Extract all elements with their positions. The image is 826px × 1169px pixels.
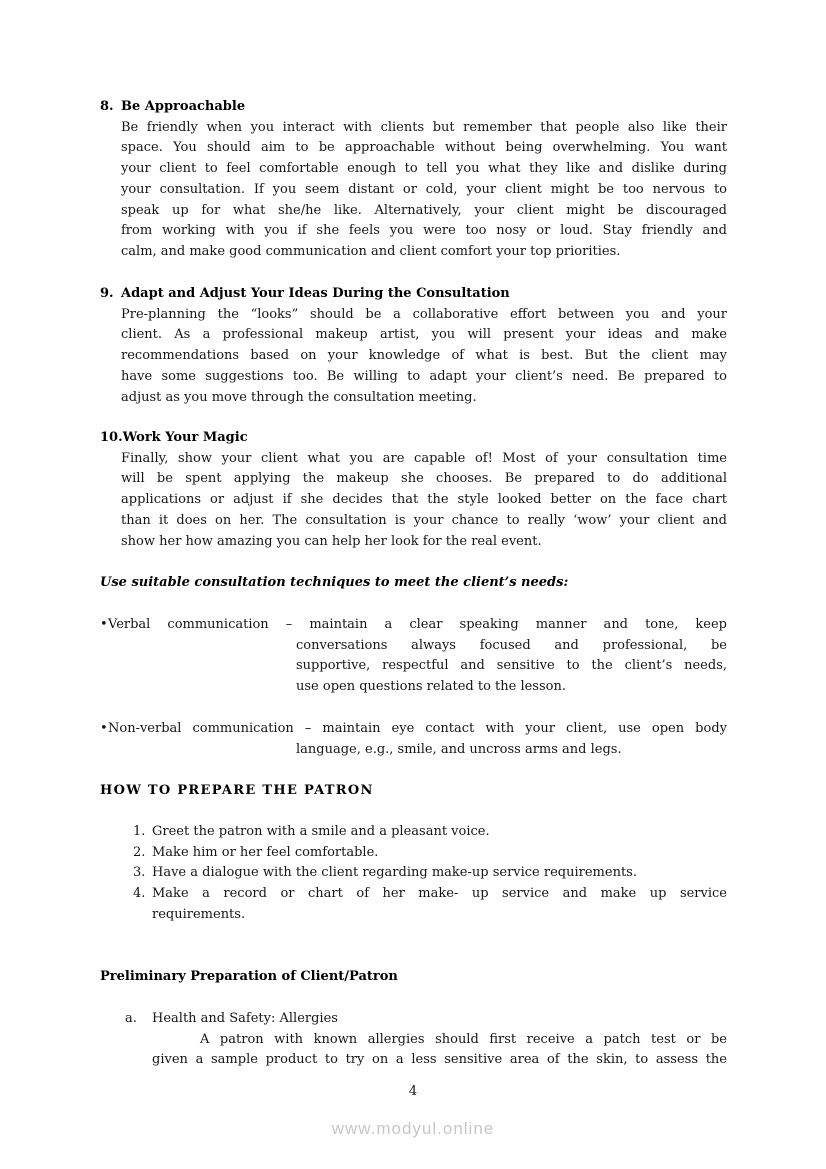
text-line: Non-verbal communication – maintain eye contact with your client, use open body [108,721,727,736]
text-line: A patron with known allergies should first receive a patch test or be [200,1031,727,1047]
text-line: speak up for what she/he like. Alternatively, your client might be discouraged [121,202,727,218]
text-line: Make a record or chart of her make- up service and make up service [152,886,727,902]
section-body [121,305,727,409]
how-to-list [133,822,727,926]
section-body [121,118,727,263]
text-line: than it does on her. The consultation is your chance to really ‘wow’ your client and [121,512,727,528]
list-item-text: Make him or her feel comfortable. [152,844,379,860]
bullet-verbal-communication [100,615,727,698]
text-line: have some suggestions too. Be willing to adapt your client’s need. Be prepared to [121,368,727,384]
bullet-icon: • [100,617,108,632]
preliminary-preparation-heading: Preliminary Preparation of Client/Patron [100,969,398,984]
bullet-non-verbal-communication [100,719,727,760]
text-line: your consultation. If you seem distant or cold, your client might be too nervous to [121,181,727,197]
text-line: supportive, respectful and sensitive to the client’s needs, [296,658,727,674]
list-item-text: Greet the patron with a smile and a pleasant voice. [152,824,490,839]
section-be-approachable [100,97,727,263]
text-line: given a sample product to try on a less sensitive area of the skin, to assess the [152,1052,727,1068]
text-line: language, e.g., smile, and uncross arms and legs. [296,741,622,757]
section-heading [100,428,727,449]
section-heading [100,97,727,118]
section-number: 10. [100,430,123,445]
bullet-text [108,615,727,698]
list-item-text: Have a dialogue with the client regarding make-up service requirements. [152,865,637,881]
section-number: 9. [100,286,114,301]
text-line: adjust as you move through the consultation meeting. [121,389,477,405]
text-line: Pre-planning the “looks” should be a collaborative effort between you and your [121,306,727,322]
item-paragraph [152,1030,727,1071]
list-item [133,863,727,884]
text-line: applications or adjust if she decides that the style looked better on the face chart [121,492,727,508]
text-line: Finally, show your client what you are capable of! Most of your consultation time [121,450,727,466]
watermark-text: www.modyul.online [331,1119,495,1138]
text-line: Be friendly when you interact with clients but remember that people also like their [121,119,727,135]
section-adapt-and-adjust [100,284,727,408]
list-item-content [152,1009,727,1071]
section-number: 8. [100,99,114,114]
how-to-prepare-heading: HOW TO PREPARE THE PATRON [100,783,374,798]
text-line: Verbal communication – maintain a clear speaking manner and tone, keep [108,617,727,632]
list-item [133,822,727,843]
bullet-icon: • [100,721,108,736]
text-line: calm, and make good communication and client comfort your top priorities. [121,243,621,259]
list-item-number: 3. [133,865,146,881]
text-line: conversations always focused and professional, be [296,637,727,653]
item-health-and-safety [125,1009,727,1071]
text-line: from working with you if she feels you were too nosy or loud. Stay friendly and [121,223,727,239]
page-content [100,0,727,1169]
list-item-number: 2. [133,844,146,860]
text-line: use open questions related to the lesson. [296,679,566,695]
text-line: recommendations based on your knowledge of what is best. But the client may [121,348,727,364]
list-item [133,884,727,925]
list-item-text [152,884,727,925]
text-line: show her how amazing you can help her look for the real event. [121,533,542,549]
techniques-heading: Use suitable consultation techniques to meet the client’s needs: [100,575,569,590]
list-item-number: 1. [133,824,146,839]
item-title: Health and Safety: Allergies [152,1011,338,1026]
text-line: your client to feel comfortable enough to tell you what they like and dislike during [121,161,727,177]
text-line: client. As a professional makeup artist, you will present your ideas and make [121,327,727,343]
list-item-letter: a. [125,1011,137,1026]
text-line: space. You should aim to be approachable without being overwhelming. You want [121,140,727,156]
section-title: Adapt and Adjust Your Ideas During the Consultation [121,286,510,301]
text-line: requirements. [152,906,246,922]
list-item [133,843,727,864]
section-title: Work Your Magic [122,430,248,445]
text-line: will be spent applying the makeup she chooses. Be prepared to do additional [121,471,727,487]
section-work-your-magic [100,428,727,552]
page-number: 4 [408,1084,418,1099]
section-heading [100,284,727,305]
section-body [121,449,727,553]
list-item-number: 4. [133,886,146,902]
bullet-text [108,719,727,760]
section-title: Be Approachable [121,99,246,114]
